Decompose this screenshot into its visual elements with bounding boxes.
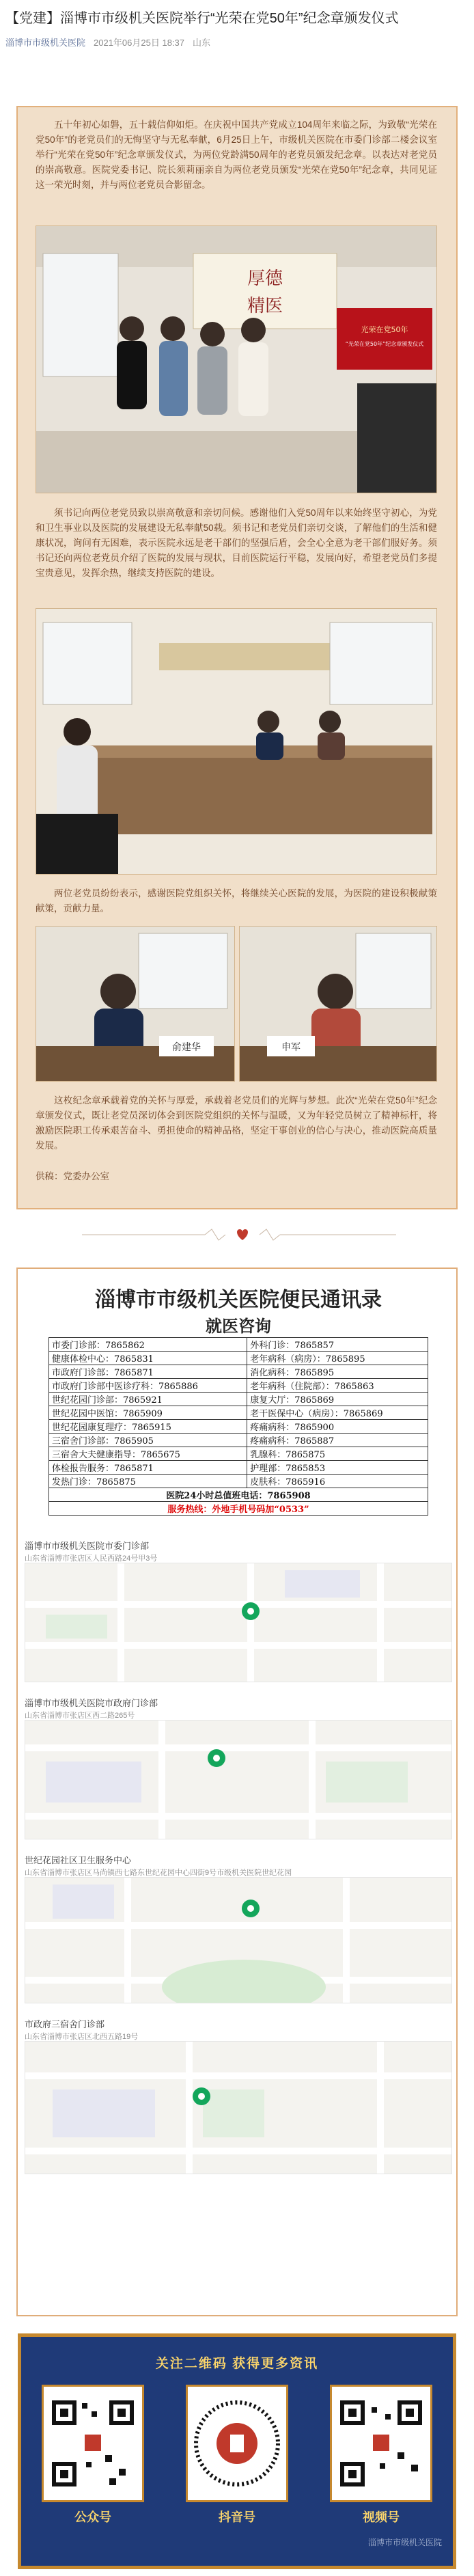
directory-title: 淄博市市级机关医院便民通讯录 [95,1288,382,1312]
directory-row [49,1475,428,1488]
map-1-address: 山东省淄博市张店区人民西路24号甲3号 [25,1554,158,1563]
douyin-qr-code[interactable] [186,2385,288,2502]
meeting-room-photo-illustration [36,609,437,875]
map-2-title: 淄博市市级机关医院市政府门诊部 [25,1698,158,1708]
directory-cell: 发热门诊：7865875 [49,1475,247,1488]
map-3-title: 世纪花园社区卫生服务中心 [25,1855,132,1865]
map-2[interactable] [25,1720,452,1839]
veteran-portrait-1-illustration [36,927,235,1082]
directory-cell: 疼痛病科：7865900 [247,1420,428,1434]
directory-cell: 康复大厅：7865869 [247,1393,428,1406]
name-card-2: 申军 [281,1042,301,1053]
directory-cell: 市委门诊部：7865862 [49,1338,247,1352]
directory-row [49,1434,428,1447]
ceremony-group-photo [36,225,437,493]
hospital-directory [16,1268,458,2316]
publish-date: 2021年06月25日 18:37 [94,38,184,48]
wechat-label: 公众号 [74,2510,111,2524]
directory-row [49,1379,428,1393]
article-paragraph-1: 五十年初心如磐，五十载信仰如炬。在庆祝中国共产党成立104周年来临之际，为致敬“光荣在党50年”的老党员们的无悔坚守与无私奉献，6月25日上午，市级机关医院在市委门诊部二楼会议室举行“光荣在党50年”纪念章颁发仪式，为两位党龄满50周年的老党员颁发纪念章。以表达对老党员的崇高敬意。医院党委书记、院长须莉丽亲自为两位老党员颁发“光荣在党50年”纪念章，共同见证这一荣光时刻，并与两位老党员合影留念。 [36,120,437,190]
wechat-qr-code[interactable] [42,2385,144,2502]
account-name-link[interactable]: 淄博市市级机关医院 [5,38,86,48]
ceremony-group-photo-illustration [36,226,437,493]
map-4-graphic [25,2042,452,2174]
veteran-portrait-2 [239,926,437,1082]
article-meta [5,36,469,49]
map-4-address: 山东省淄博市张店区北西五路19号 [25,2033,139,2041]
channels-qr-code[interactable] [330,2385,432,2502]
article-title: 【党建】淄博市市级机关医院举行“光荣在党50年”纪念章颁发仪式 [5,11,399,26]
map-2-graphic [25,1721,452,1839]
heartbeat-divider [0,1227,474,1243]
screen-banner-2: “光荣在党50年”纪念章颁发仪式 [345,341,424,347]
hotline-note: 服务热线：外地手机号码加“0533” [49,1502,428,1516]
article-paragraph-2: 须书记向两位老党员致以崇高敬意和亲切问候。感谢他们入党50周年以来始终坚守初心，为党和卫生事业以及医院的发展建设无私奉献50载。须书记和老党员们亲切交谈，了解他们的生活和健康状况，询问有无困难，表示医院永远是老干部们的坚强后盾，会全心全意为老干部们服好务。须书记还向两位老党员介绍了医院的发展与现状，目前医院运行平稳，发展向好，希望老党员们多提宝贵意见，发挥余热，继续支持医院的建设。 [36,508,437,578]
directory-cell: 三宿舍门诊部：7865905 [49,1434,247,1447]
map-1[interactable] [25,1563,452,1682]
directory-cell: 老干医保中心（病房）：7865869 [247,1406,428,1420]
directory-cell: 乳腺科：7865875 [247,1447,428,1461]
map-4[interactable] [25,2041,452,2174]
directory-cell: 疼痛病科：7865887 [247,1434,428,1447]
map-3-graphic [25,1878,452,2003]
directory-row [49,1420,428,1434]
directory-cell: 体检报告服务：7865871 [49,1461,247,1475]
map-3[interactable] [25,1877,452,2003]
article-header [5,8,469,49]
directory-table [48,1337,428,1516]
directory-cell: 消化病科：7865895 [247,1365,428,1379]
directory-subtitle: 就医咨询 [206,1316,271,1336]
directory-cell: 市政府门诊部：7865871 [49,1365,247,1379]
meeting-room-photo [36,608,437,875]
directory-row [49,1393,428,1406]
directory-cell: 健康体检中心：7865831 [49,1352,247,1365]
qr-code-icon [44,2387,142,2500]
directory-cell: 老年病科（住院部）：7865863 [247,1379,428,1393]
map-2-address: 山东省淄博市张店区西二路265号 [25,1712,135,1720]
qr-caption: 淄博市市级机关医院 [367,2538,442,2547]
map-3-address: 山东省淄博市张店区马尚镇西七路东世纪花园中心四街9号市级机关医院世纪花园 [25,1869,292,1877]
directory-cell: 外科门诊：7865857 [247,1338,428,1352]
article-paragraph-3: 两位老党员纷纷表示，感谢医院党组织关怀，将继续关心医院的发展，为医院的建设积极献策献策，贡献力量。 [36,888,437,914]
directory-row [49,1461,428,1475]
directory-row [49,1352,428,1365]
publish-location: 山东 [193,38,211,48]
directory-cell: 世纪花园中医馆：7865909 [49,1406,247,1420]
article-source: 供稿：党委办公室 [36,1171,109,1181]
wall-calligraphy-1: 厚德 [247,269,283,289]
directory-cell: 世纪花园门诊部：7865921 [49,1393,247,1406]
screen-banner-1: 光荣在党50年 [361,325,408,334]
directory-cell: 老年病科（病房）：7865895 [247,1352,428,1365]
douyin-label: 抖音号 [219,2510,255,2524]
wall-calligraphy-2: 精医 [247,296,283,316]
map-1-title: 淄博市市级机关医院市委门诊部 [25,1541,150,1551]
hotline-row: 医院24小时总值班电话：7865908 [49,1488,428,1502]
article-paragraph-4: 这枚纪念章承载着党的关怀与厚爱，承载着老党员们的光辉与梦想。此次“光荣在党50年”纪念章颁发仪式，既让老党员深切体会到医院党组织的关怀与温暖，又为年轻党员树立了精神标杆，将激励医院职工传承艰苦奋斗、勇担使命的精神品格，坚定干事创业的信心与决心，推动医院高质量发展。 [36,1095,437,1151]
qr-banner-title: 关注二维码 获得更多资讯 [155,2357,319,2371]
directory-cell: 世纪花园康复理疗：7865915 [49,1420,247,1434]
qr-code-banner [18,2333,456,2569]
qr-code-icon [188,2387,286,2500]
directory-cell: 市政府门诊部中医诊疗科：7865886 [49,1379,247,1393]
name-card-1: 俞建华 [172,1042,201,1053]
heart-icon [237,1229,248,1240]
directory-cell: 三宿舍大夫健康指导：7865675 [49,1447,247,1461]
qr-code-icon [332,2387,430,2500]
map-4-title: 市政府三宿舍门诊部 [25,2019,105,2029]
directory-cell: 护理部：7865853 [247,1461,428,1475]
veteran-portrait-2-illustration [240,927,437,1082]
veteran-portrait-1 [36,926,235,1082]
directory-row [49,1447,428,1461]
directory-row [49,1338,428,1352]
directory-row [49,1406,428,1420]
directory-row [49,1365,428,1379]
map-1-graphic [25,1563,452,1682]
channels-label: 视频号 [363,2510,400,2524]
directory-cell: 皮肤科：7865916 [247,1475,428,1488]
